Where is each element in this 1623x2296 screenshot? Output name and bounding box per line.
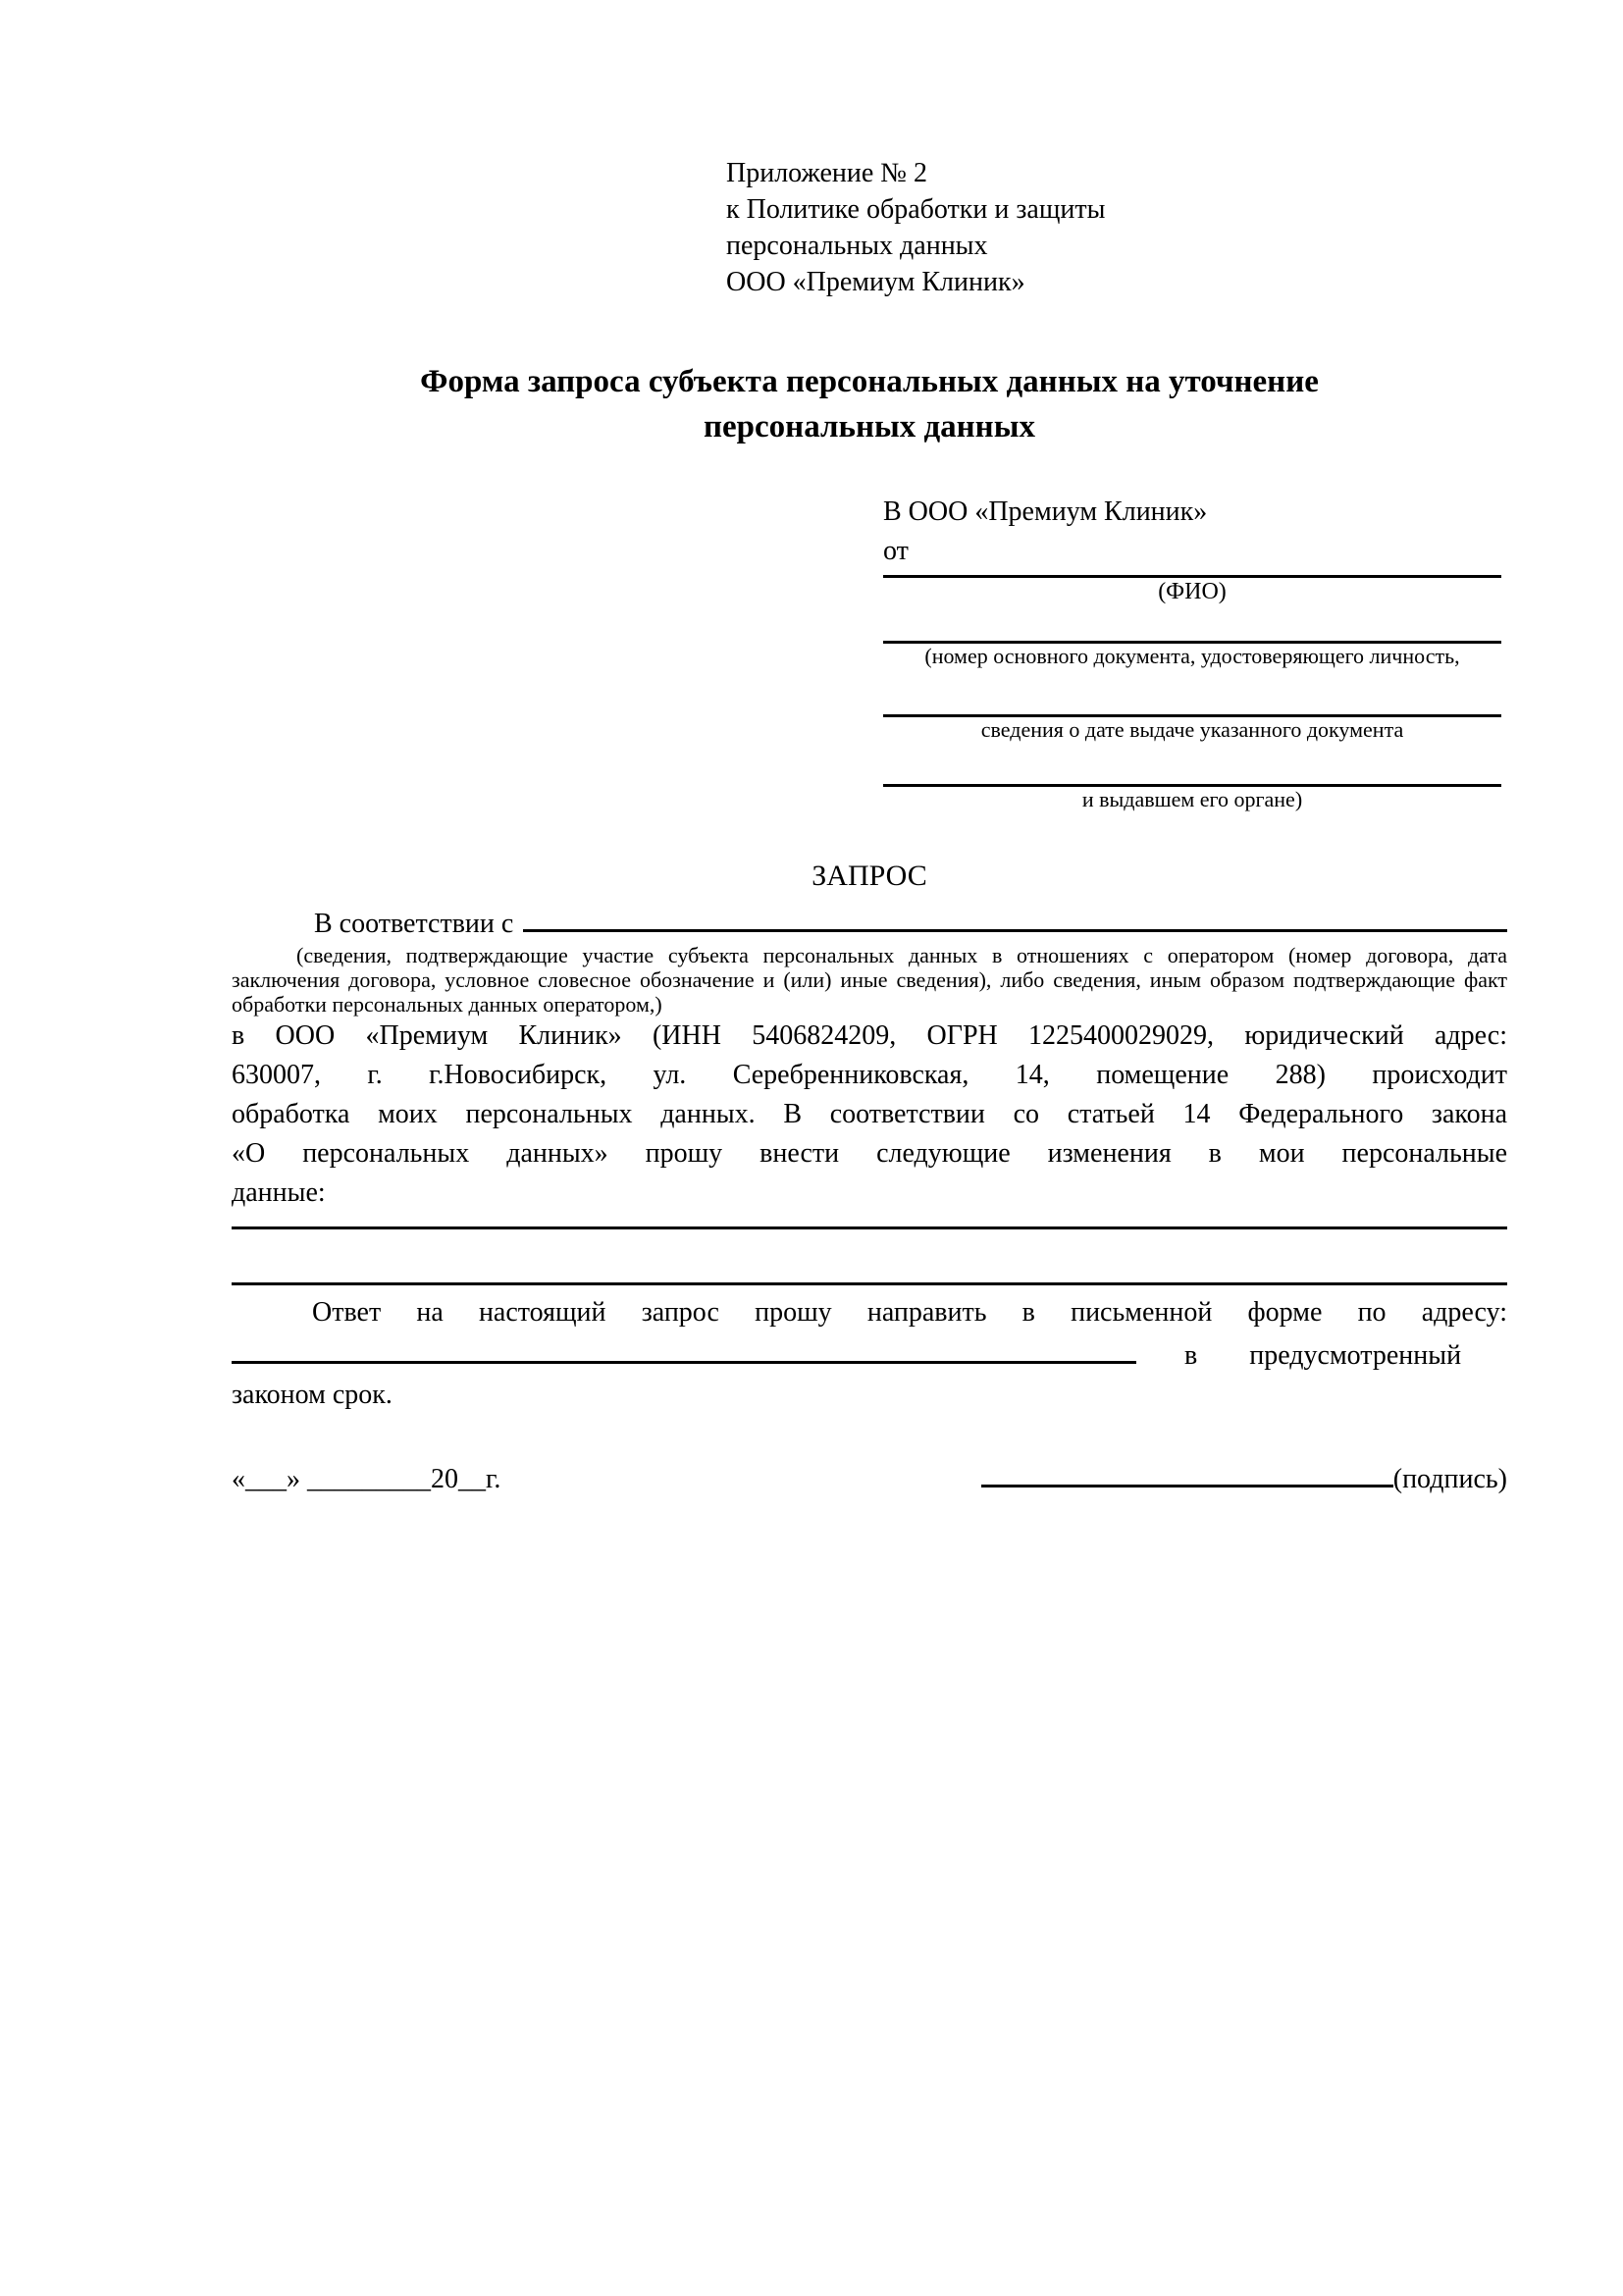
- signature-caption: (подпись): [1392, 1464, 1507, 1494]
- form-title-line: Форма запроса субъекта персональных данных на уточнение: [420, 364, 1319, 399]
- appendix-line: персональных данных: [726, 231, 988, 261]
- changes-blank-line-2: [232, 1282, 1507, 1285]
- appendix-block: [726, 155, 1507, 300]
- request-body-line: обработка моих персональных данных. В соответствии со статьей 14 Федерального закона: [232, 1099, 1507, 1129]
- form-title-line: персональных данных: [704, 409, 1035, 444]
- basis-caption-line: обработки персональных данных оператором,): [232, 992, 662, 1017]
- request-body-line: 630007, г. г.Новосибирск, ул. Серебренниковская, 14, помещение 288) происходит: [232, 1060, 1507, 1090]
- request-heading: ЗАПРОС: [812, 860, 927, 892]
- basis-caption: [232, 943, 1507, 1017]
- document-number-caption: (номер основного документа, удостоверяющего личность,: [924, 644, 1460, 668]
- changes-blank-line-1: [232, 1226, 1507, 1229]
- request-body-line: данные:: [232, 1177, 326, 1208]
- date-placeholder: «___» _________20__г.: [232, 1464, 501, 1494]
- recipient-block: [883, 493, 1501, 812]
- basis-caption-line: (сведения, подтверждающие участие субъекта персональных данных в отношениях с оператором (номер договора, дата: [296, 943, 1507, 967]
- signature-row: [232, 1456, 1507, 1499]
- address-row: [232, 1332, 1507, 1376]
- recipient-to: В ООО «Премиум Клиник»: [883, 496, 1208, 527]
- address-blank-line: [232, 1332, 1136, 1364]
- response-line: Ответ на настоящий запрос прошу направить в письменной форме по адресу:: [312, 1297, 1507, 1328]
- signature-area: [981, 1456, 1507, 1499]
- basis-blank-line: [523, 903, 1507, 932]
- closing-line: законом срок.: [232, 1380, 393, 1410]
- appendix-line: ООО «Премиум Клиник»: [726, 267, 1025, 297]
- appendix-line: к Политике обработки и защиты: [726, 194, 1106, 225]
- basis-caption-line: заключения договора, условное словесное обозначение и (или) иные сведения), либо сведения, иным образом подтверждающие факт: [232, 967, 1507, 992]
- request-body-line: «О персональных данных» прошу внести следующие изменения в мои персональные: [232, 1138, 1507, 1169]
- appendix-line: Приложение № 2: [726, 158, 927, 188]
- form-title: [232, 359, 1507, 449]
- issuing-authority-caption: и выдавшем его органе): [1081, 787, 1303, 811]
- basis-intro-label: В соответствии с: [314, 909, 514, 939]
- signature-blank-line: [981, 1456, 1393, 1487]
- request-body-line: в ООО «Премиум Клиник» (ИНН 5406824209, ОГРН 1225400029029, юридический адрес:: [232, 1020, 1507, 1051]
- issue-date-caption: сведения о дате выдаче указанного документа: [980, 717, 1404, 742]
- response-tail-text: в предусмотренный: [1184, 1340, 1462, 1371]
- recipient-from-label: от: [883, 536, 909, 566]
- request-body-paragraph: [232, 1017, 1507, 1213]
- basis-row: [232, 903, 1507, 943]
- fio-caption: (ФИО): [1158, 579, 1227, 604]
